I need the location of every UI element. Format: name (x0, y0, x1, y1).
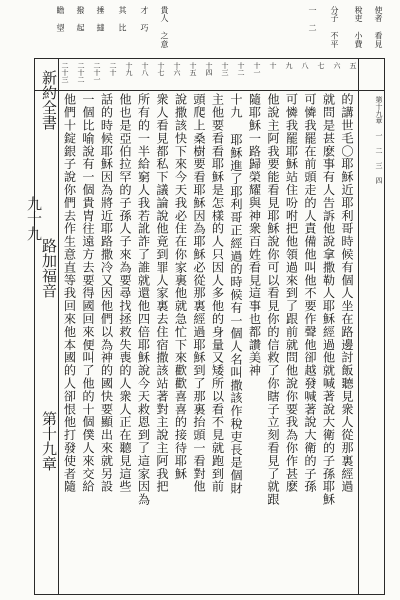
page-number: 九十九 (25, 196, 43, 241)
verse-marker: 十九 (125, 62, 133, 76)
verse-marker: 十七 (157, 62, 165, 76)
text-column: 衆人看見都私下議論說他竟到罪人家裏去住宿撒該站著對主說主阿我把 (155, 93, 169, 493)
text-column: 他們十錠銀子說你們去作生意直等我回來他本國的人卻恨他打發使者隨 (62, 93, 77, 493)
verse-marker: 十 (269, 62, 277, 69)
text-column: 就問是甚麽事有人告訴他說拿撒勒人耶穌經過他就喊著說大衛的子孫耶穌 (321, 93, 336, 506)
verse-marker: 十八 (141, 62, 149, 76)
verse-marker: 二十二 (77, 62, 85, 83)
running-title-book: 新約全書 (40, 70, 58, 130)
text-column: 十九 耶穌進了耶利哥正經過的時候有一個人名叫撒該作稅吏長是個財 (229, 93, 243, 495)
verse-marker: 十六 (173, 62, 181, 76)
text-column: 的講世毛〇耶穌近耶利哥時候有個人坐在路邊討飯聽見衆人從那裏經過 (340, 93, 354, 493)
text-column: 話的時候耶穌因為將近耶路撒冷又因他們以為神的國快要顯出來就另設 (99, 93, 114, 493)
chapter-marker-column: 第十九章 一 二 三 四 (375, 96, 383, 184)
text-column: 他說主阿我要能看見耶穌說你可以看見你的信救了你瞎子立刻看見了就跟 (266, 93, 280, 506)
marker-column-rule (358, 58, 359, 594)
text-column: 可憐我罷在前頭走的人責備他叫他不要作聲他卻越發喊著說大衛的子孫 (303, 93, 317, 493)
title-column-rule (58, 58, 59, 594)
header-divider-rule (34, 90, 385, 91)
running-title-chapter: 第十九章 (40, 411, 58, 471)
text-column: 隨耶穌一路歸榮耀與神衆百姓看見這事也都讚美神 (247, 93, 262, 377)
text-column: 可憐我罷耶穌站住吩咐把他領過來到了跟前就問他說你要我為你作甚麽 (284, 93, 299, 493)
verse-marker: 十五 (189, 62, 197, 76)
gloss-note: 其 比 (118, 6, 127, 32)
gloss-note: 撥 起 (76, 6, 85, 32)
running-title-gospel: 路加福音 (40, 238, 58, 298)
verse-marker: 十一 (253, 62, 261, 76)
gloss-note: 稅吏 小費 (354, 6, 363, 48)
verse-marker: 九 (285, 62, 293, 69)
gloss-note: 捶 撻 (96, 6, 105, 32)
verse-marker: 十三 (221, 62, 229, 76)
text-column: 所有的一半給窮人我若訛詐了誰就還他四倍耶穌說今天救恩到了這家因為 (136, 93, 151, 506)
gloss-note: 貴人 之意 (160, 6, 169, 48)
gloss-note: 使者 看見 (374, 6, 383, 48)
text-column: 頭爬上桑樹要看耶穌因為耶穌必從那裏經過耶穌到了那裏抬頭一看對他 (192, 93, 206, 493)
header-glosses (36, 6, 382, 52)
frame-bottom-rule (34, 594, 385, 595)
verse-marker: 五 (349, 62, 357, 69)
gloss-note: 瞻 望 (56, 6, 65, 32)
text-column: 一個比喻說有一個貴胄往遠方去要得國回來便叫了他的十個僕人來交給 (81, 93, 95, 493)
body-text (60, 93, 356, 593)
gloss-note: 分子 不平 (330, 6, 339, 48)
text-column: 說撒該快下來今天我必住在你家裏他就急忙下來歡歡喜喜的接待耶穌 (173, 93, 188, 480)
verse-marker: 二十 (109, 62, 117, 76)
text-column: 他也是亞伯拉罕的子孫人子來為要尋找拯救失喪的人衆人正在聽見這些 (118, 93, 132, 493)
verse-marker: 六 (333, 62, 341, 69)
running-title (25, 70, 58, 590)
text-column: 主他要看看耶穌是怎樣的人只因人多他的身量又矮所以看不見就跑到前 (210, 93, 225, 493)
verse-marker: 十四 (205, 62, 213, 76)
verse-marker: 二十三 (61, 62, 69, 83)
verse-marker: 二十一 (93, 62, 101, 83)
gloss-note: 才 巧 (140, 6, 149, 32)
verse-marker: 七 (317, 62, 325, 69)
frame-top-rule (34, 58, 385, 59)
verse-marker: 十二 (237, 62, 245, 76)
frame-right-rule (384, 58, 385, 594)
verse-marker: 八 (301, 62, 309, 69)
verse-marker-row (60, 62, 356, 86)
gloss-note: 一 二 (308, 6, 317, 32)
